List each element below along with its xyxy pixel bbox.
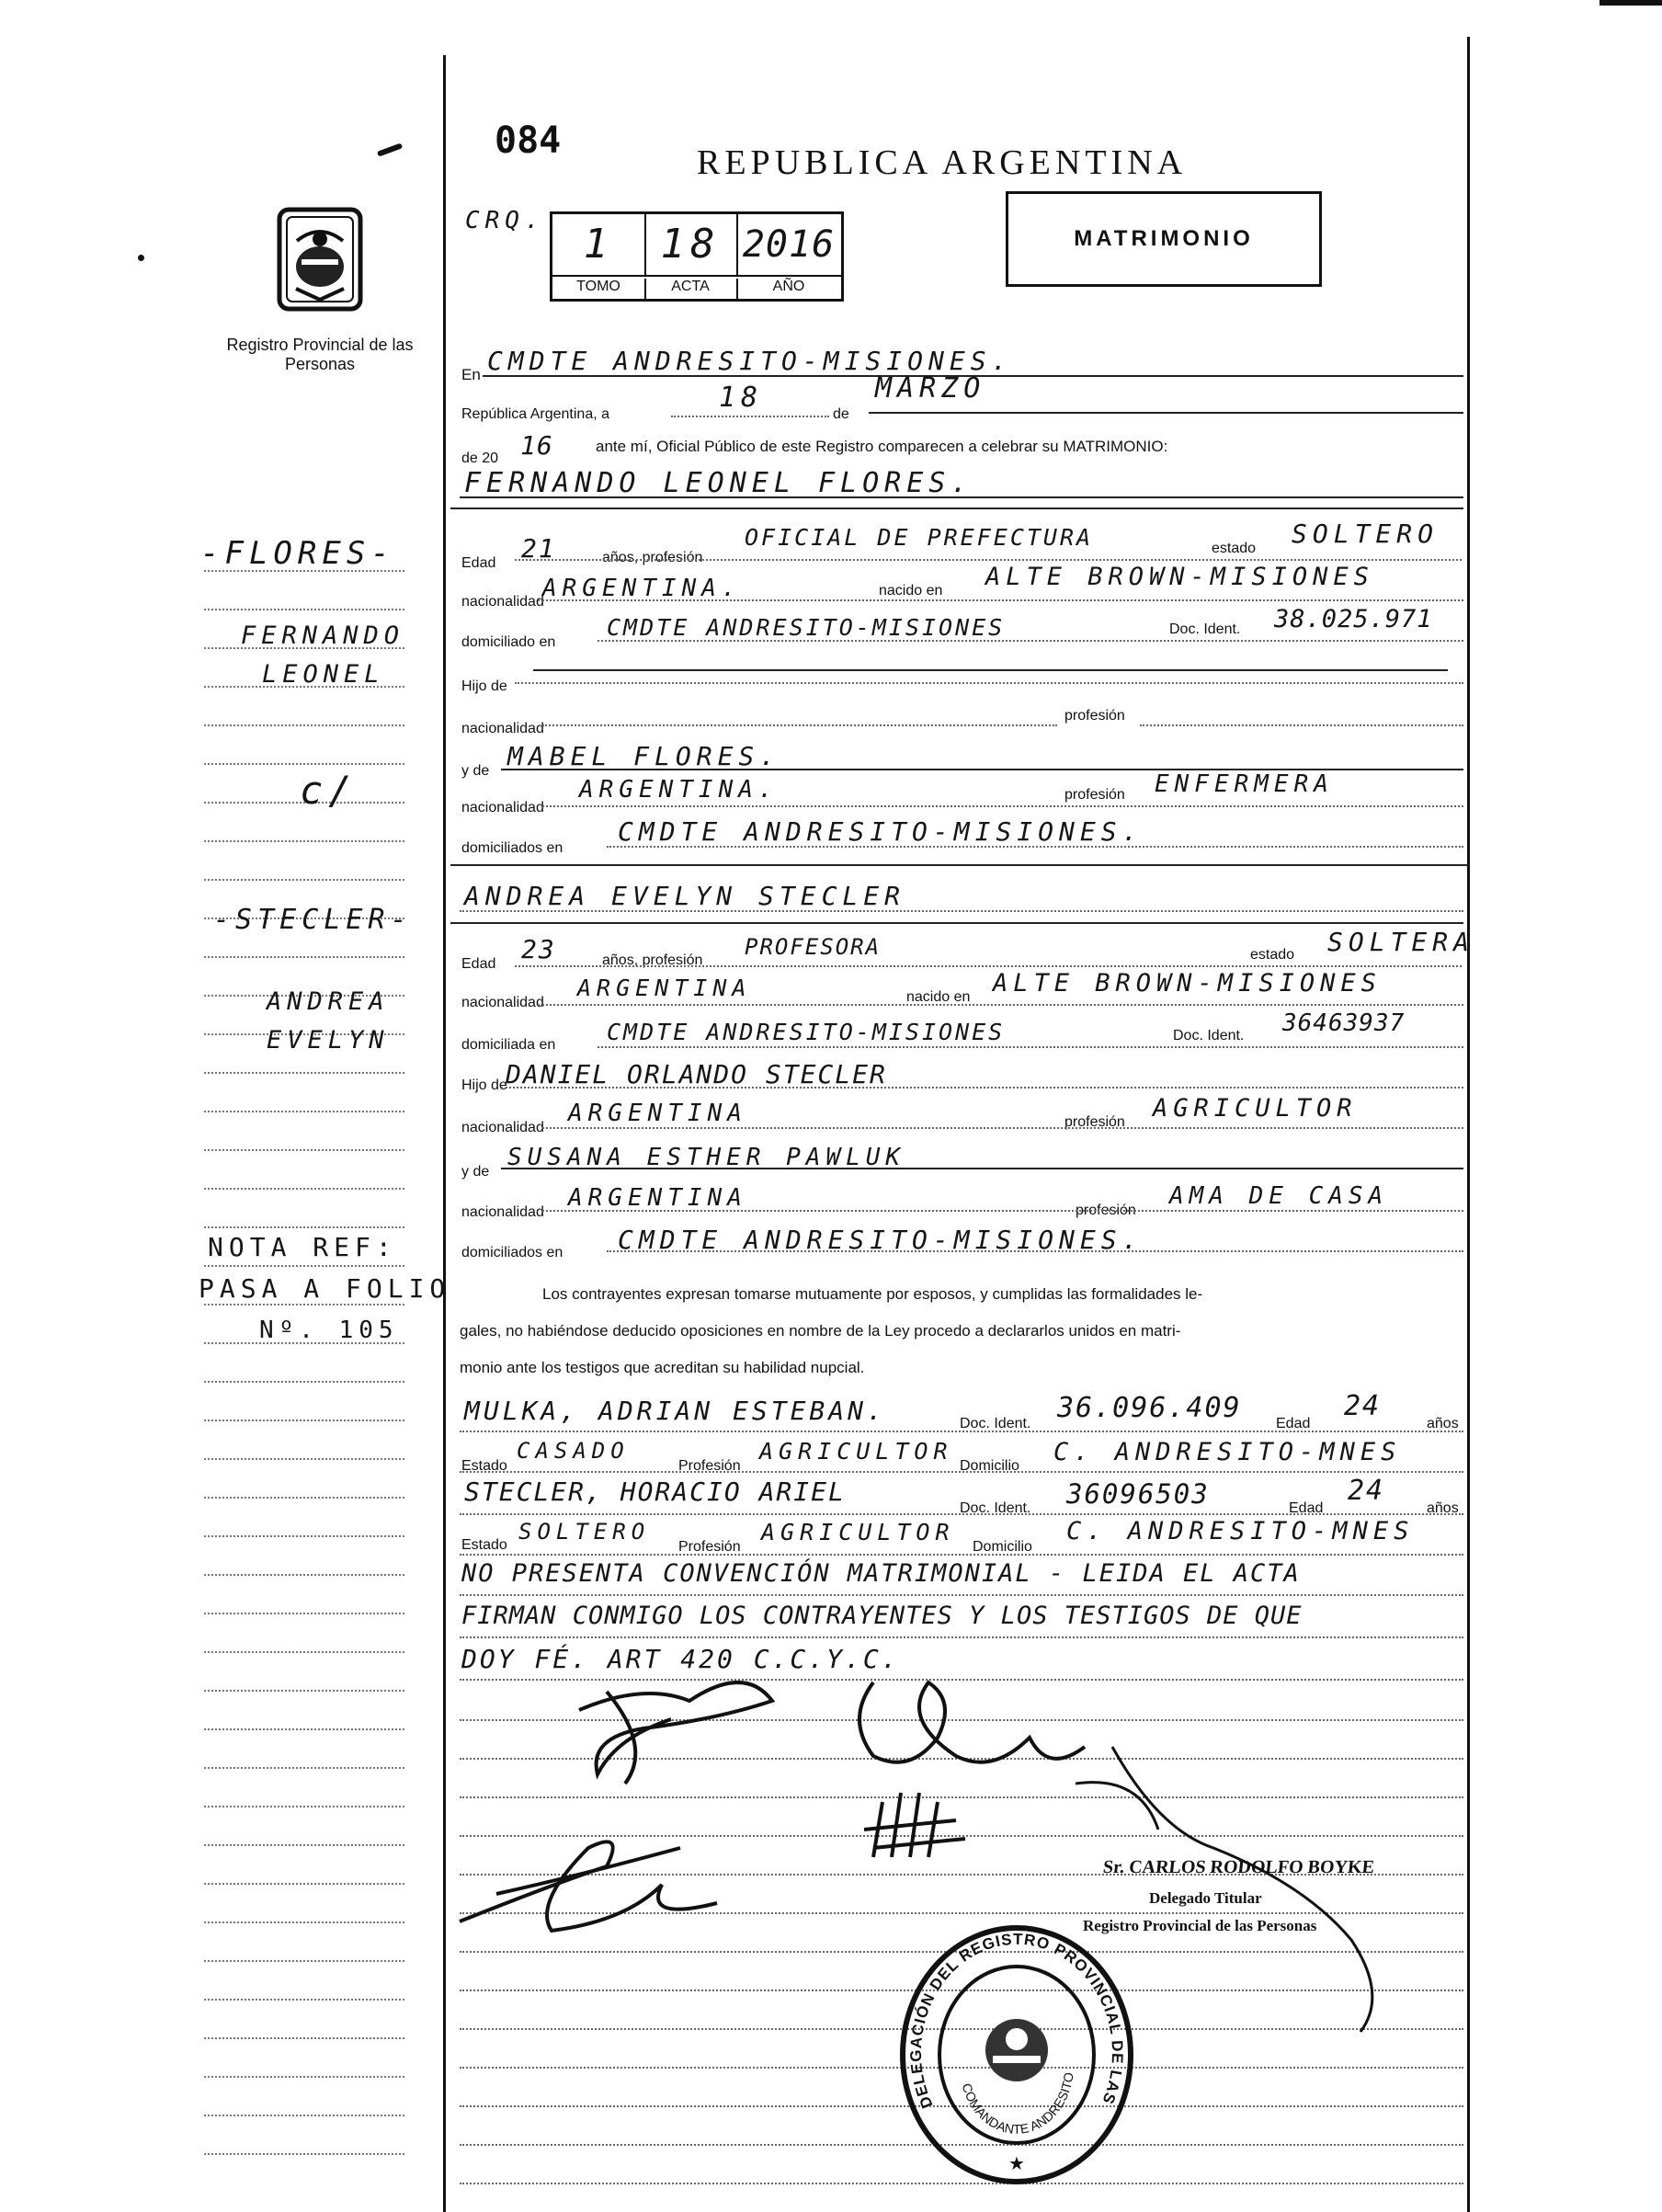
margin-rule [204, 879, 404, 881]
margin-rule [204, 1420, 404, 1421]
s1-estado-label: estado [1212, 541, 1257, 556]
margin-rule [204, 1535, 404, 1537]
s1-father-dots [515, 682, 1463, 684]
w2-doc-value: 36096503 [1066, 1478, 1210, 1510]
month-line [869, 412, 1463, 414]
w2-edad-label: Edad [1289, 1500, 1324, 1516]
place-value: CMDTE ANDRESITO-MISIONES. [487, 346, 1013, 376]
w2-name-value: STECLER, HORACIO ARIEL [464, 1477, 846, 1507]
margin-with-mark: c/ [300, 768, 358, 813]
anio-value: 2016 [742, 223, 836, 266]
acta-value: 18 [644, 214, 738, 275]
s1-nacido-label: nacido en [879, 583, 943, 599]
s2-pdom-value: CMDTE ANDRESITO-MISIONES. [618, 1225, 1144, 1255]
margin-rule [204, 1999, 404, 2001]
folio-number: 084 [495, 120, 562, 162]
s2-doc-value: 36463937 [1282, 1009, 1406, 1037]
margin-rule [204, 1304, 404, 1306]
s1-birthplace-value: ALTE BROWN-MISIONES [985, 563, 1374, 591]
margin-rule [204, 1651, 404, 1653]
s1-father-line [533, 669, 1448, 671]
obs-rule-2 [460, 1636, 1463, 1638]
declaration-line-2: gales, no habiéndose deducido oposiciones en nombre de la Ley procedo a declararlos unidos en matri- [460, 1322, 1181, 1340]
spouse1-separator [450, 507, 1463, 509]
coat-of-arms-icon [274, 204, 366, 314]
spouse2-fullname-line [460, 910, 1463, 912]
margin-rule [204, 1226, 404, 1228]
margin-rule [204, 1574, 404, 1576]
margin-spouse2-surname: -STECLER- [213, 904, 413, 936]
w1-name-value: MULKA, ADRIAN ESTEBAN. [464, 1396, 886, 1426]
s1-doc-label: Doc. Ident. [1169, 621, 1241, 637]
obs-line-1: NO PRESENTA CONVENCIÓN MATRIMONIAL - LEIDA EL ACTA [461, 1559, 1301, 1588]
w2-prof-label: Profesión [678, 1539, 741, 1555]
w1-status-value: CASADO [517, 1438, 630, 1464]
acta-label: ACTA [644, 279, 738, 299]
w1-age-value: 24 [1344, 1390, 1382, 1422]
s2-mother-line [501, 1168, 1463, 1169]
margin-rule [204, 724, 404, 726]
margin-rule [204, 2037, 404, 2039]
margin-rule [204, 1690, 404, 1692]
w1-estado-label: Estado [461, 1458, 507, 1474]
margin-rule [204, 1767, 404, 1769]
spouse2-separator [450, 922, 1463, 924]
obs-line-2: FIRMAN CONMIGO LOS CONTRAYENTES Y LOS TESTIGOS DE QUE [461, 1602, 1303, 1630]
s2-father-value: DANIEL ORLANDO STECLER [506, 1059, 887, 1089]
seal-star-icon: ★ [1008, 2154, 1025, 2174]
s2-fprof-value: AGRICULTOR [1153, 1094, 1358, 1123]
s1-mnat-value: ARGENTINA. [579, 776, 779, 804]
w1-dom-label: Domicilio [960, 1458, 1019, 1474]
year-label: de 20 [461, 450, 499, 466]
registry-logo-caption: Registro Provincial de las Personas [226, 336, 414, 373]
s1-mprof-value: ENFERMERA [1155, 770, 1334, 798]
s2-yde-label: y de [461, 1164, 490, 1180]
s1-mother-value: MABEL FLORES. [507, 741, 781, 771]
s2-fnac-label: nacionalidad [461, 1120, 544, 1135]
w1-line [460, 1431, 1463, 1432]
margin-rule [204, 1806, 404, 1807]
s2-birthplace-value: ALTE BROWN-MISIONES [993, 969, 1382, 998]
margin-spouse2-name-1: ANDREA [267, 987, 390, 1016]
s1-pdom-label: domiciliados en [461, 840, 563, 856]
s2-nacido-label: nacido en [906, 989, 971, 1005]
signature-witness1 [460, 1841, 717, 1931]
s1-mprof-label: profesión [1064, 787, 1125, 803]
seal-emblem-icon [985, 2019, 1048, 2081]
w1-anos-label: años [1427, 1416, 1459, 1431]
month-value: MARZO [875, 372, 986, 405]
corner-mark [377, 143, 403, 156]
margin-rule [204, 2115, 404, 2116]
s2-mother-value: SUSANA ESTHER PAWLUK [507, 1144, 906, 1171]
w2-doc-label: Doc. Ident. [960, 1500, 1031, 1516]
signature-spouse2 [859, 1682, 1085, 1762]
signature-spouse1 [579, 1682, 772, 1784]
w1-doc-value: 36.096.409 [1057, 1392, 1242, 1424]
s1-age-value: 21 [521, 533, 556, 564]
s2-dom-value: CMDTE ANDRESITO-MISIONES [607, 1019, 1006, 1045]
margin-note-3: Nº. 105 [259, 1317, 399, 1344]
margin-rule [204, 1883, 404, 1885]
s2-anos-label: años, profesión [602, 952, 703, 968]
margin-spouse1-name-1: FERNANDO [241, 621, 405, 650]
s2-mnat-value: ARGENTINA [568, 1184, 747, 1212]
obs-rule-1 [460, 1594, 1463, 1596]
official-stamp-title: Delegado Titular [1149, 1889, 1262, 1907]
s2-estado-label: estado [1250, 947, 1295, 963]
seal-inner-text: COMANDANTE ANDRESITO [959, 2070, 1076, 2137]
s2-fnat-value: ARGENTINA [568, 1100, 747, 1127]
s1-profession-value: OFICIAL DE PREFECTURA [745, 524, 1094, 551]
s2-dom-label: domiciliada en [461, 1037, 556, 1053]
margin-rule [204, 1072, 404, 1074]
record-number-table [550, 211, 844, 302]
s1-dom-line [598, 640, 1463, 642]
s1-fprof-line [1140, 724, 1463, 726]
country-title: REPUBLICA ARGENTINA [697, 143, 1188, 182]
s2-edad-line [515, 965, 1462, 967]
day-value: 18 [719, 382, 764, 414]
s2-mnac-label: nacionalidad [461, 1204, 544, 1220]
round-seal [896, 1921, 1137, 2188]
s1-hijo-label: Hijo de [461, 678, 507, 694]
spouse1-fullname: FERNANDO LEONEL FLORES. [464, 467, 973, 499]
margin-rule [204, 1728, 404, 1730]
w1-edad-label: Edad [1276, 1416, 1311, 1431]
ante-mi-label: ante mí, Oficial Público de este Registro comparecen a celebrar su MATRIMONIO: [596, 438, 1168, 455]
s1-anos-label: años, profesión [602, 550, 703, 565]
year-value: 16 [520, 430, 553, 461]
spouse1-fullname-line [460, 496, 1463, 498]
s2-edad-label: Edad [461, 956, 496, 972]
w2-line-2 [460, 1554, 1463, 1556]
w1-prof-label: Profesión [678, 1458, 741, 1474]
month-de-label: de [833, 406, 849, 422]
margin-rule [204, 1265, 404, 1267]
s1-edad-label: Edad [461, 555, 496, 571]
s2-age-value: 23 [521, 934, 556, 964]
s1-pdom-line [607, 846, 1463, 848]
margin-rule [204, 1613, 404, 1614]
w2-dom-value: C. ANDRESITO-MNES [1066, 1517, 1415, 1545]
s2-mnac-line [542, 1210, 1463, 1212]
record-type-box: MATRIMONIO [1006, 191, 1322, 287]
w1-doc-label: Doc. Ident. [960, 1416, 1031, 1431]
margin-rule [204, 956, 404, 958]
s1-status-value: SOLTERO [1292, 519, 1440, 549]
republica-label: República Argentina, a [461, 406, 609, 422]
margin-rule [204, 1497, 404, 1499]
anio-label: AÑO [772, 279, 805, 294]
corner-dash [1599, 0, 1662, 6]
w1-prof-value: AGRICULTOR [759, 1438, 953, 1465]
margin-rule [204, 763, 404, 765]
margin-rule [204, 1381, 404, 1383]
margin-note-2: PASA A FOLIO [199, 1273, 451, 1304]
s2-doc-label: Doc. Ident. [1173, 1028, 1245, 1043]
margin-rule [204, 1844, 404, 1846]
w2-anos-label: años [1427, 1500, 1459, 1516]
s1-nac-line [538, 599, 1463, 601]
margin-rule [204, 1458, 404, 1460]
s2-pdom-line [607, 1250, 1463, 1252]
margin-rule [204, 609, 404, 610]
official-stamp-name: Sr. CARLOS RODOLFO BOYKE [1101, 1857, 1376, 1877]
margin-rule [204, 1921, 404, 1923]
s1-nat-value: ARGENTINA. [542, 575, 742, 602]
w1-line-2 [460, 1471, 1463, 1473]
s1-pdom-value: CMDTE ANDRESITO-MISIONES. [618, 816, 1144, 847]
margin-spouse1-name-2: LEONEL [262, 660, 385, 689]
s1-edad-line [515, 559, 1462, 561]
crq-mark: CRQ. [465, 207, 545, 234]
registry-logo [274, 204, 366, 314]
w2-dom-label: Domicilio [973, 1539, 1032, 1555]
s2-mprof-label: profesión [1076, 1203, 1136, 1218]
s2-hijo-label: Hijo de [461, 1077, 507, 1093]
s1-dom-label: domiciliado en [461, 634, 556, 650]
spouse2-fullname: ANDREA EVELYN STECLER [464, 881, 906, 911]
signature-witness2 [864, 1793, 965, 1857]
seal-outer-text: DELEGACIÓN DEL REGISTRO PROVINCIAL DE LAS [906, 1930, 1127, 2112]
obs-line-3: DOY FÉ. ART 420 C.C.Y.C. [461, 1644, 900, 1674]
margin-rule [204, 2153, 404, 2155]
margin-spouse1-surname: -FLORES- [200, 535, 395, 572]
s1-mnac-line [542, 805, 1463, 807]
margin-rule [204, 1111, 404, 1112]
corner-dot [138, 255, 144, 261]
s2-fnac-line [542, 1127, 1463, 1129]
s1-mnac-label: nacionalidad [461, 800, 544, 815]
s2-status-value: SOLTERA [1327, 927, 1475, 957]
s2-profession-value: PROFESORA [745, 934, 882, 960]
s2-fprof-label: profesión [1064, 1114, 1125, 1130]
w2-estado-label: Estado [461, 1537, 507, 1553]
svg-text:DELEGACIÓN DEL REGISTRO PROVIN [896, 1921, 1126, 2113]
w1-dom-value: C. ANDRESITO-MNES [1053, 1438, 1402, 1466]
declaration-line-3: monio ante los testigos que acreditan su habilidad nupcial. [460, 1359, 865, 1376]
w2-status-value: SOLTERO [518, 1519, 651, 1545]
day-line [671, 416, 829, 417]
margin-rule [204, 1188, 404, 1190]
s2-nac-label: nacionalidad [461, 995, 544, 1010]
s1-doc-value: 38.025.971 [1274, 605, 1433, 633]
s2-nat-value: ARGENTINA [577, 975, 752, 1001]
margin-rule [204, 1960, 404, 1962]
w2-age-value: 24 [1348, 1475, 1385, 1507]
s1-fnac-line [542, 724, 1057, 726]
s1-yde-label: y de [461, 763, 490, 779]
official-stamp-office: Registro Provincial de las Personas [1083, 1917, 1317, 1934]
s2-nac-line [538, 1004, 1463, 1006]
margin-rule [204, 840, 404, 842]
spouse-divider [450, 864, 1469, 866]
s2-mprof-value: AMA DE CASA [1169, 1182, 1389, 1210]
s1-fprof-label: profesión [1064, 708, 1125, 724]
declaration-line-1: Los contrayentes expresan tomarse mutuamente por esposos, y cumplidas las formalidades le- [542, 1285, 1203, 1303]
margin-spouse2-name-2: EVELYN [267, 1026, 390, 1055]
s1-fnac-label: nacionalidad [461, 721, 544, 736]
w2-prof-value: AGRICULTOR [761, 1519, 955, 1545]
s1-dom-value: CMDTE ANDRESITO-MISIONES [607, 614, 1006, 641]
margin-note-1: NOTA REF: [208, 1232, 397, 1262]
s2-father-line [501, 1087, 1463, 1089]
s2-dom-line [598, 1046, 1463, 1048]
margin-rule [204, 1149, 404, 1151]
margin-rule [204, 2076, 404, 2078]
tomo-label: TOMO [552, 279, 646, 299]
w2-line [460, 1513, 1463, 1515]
s2-pdom-label: domiciliados en [461, 1245, 563, 1260]
tomo-value: 1 [552, 214, 646, 275]
s1-nac-label: nacionalidad [461, 594, 544, 610]
en-label: En [461, 366, 481, 383]
